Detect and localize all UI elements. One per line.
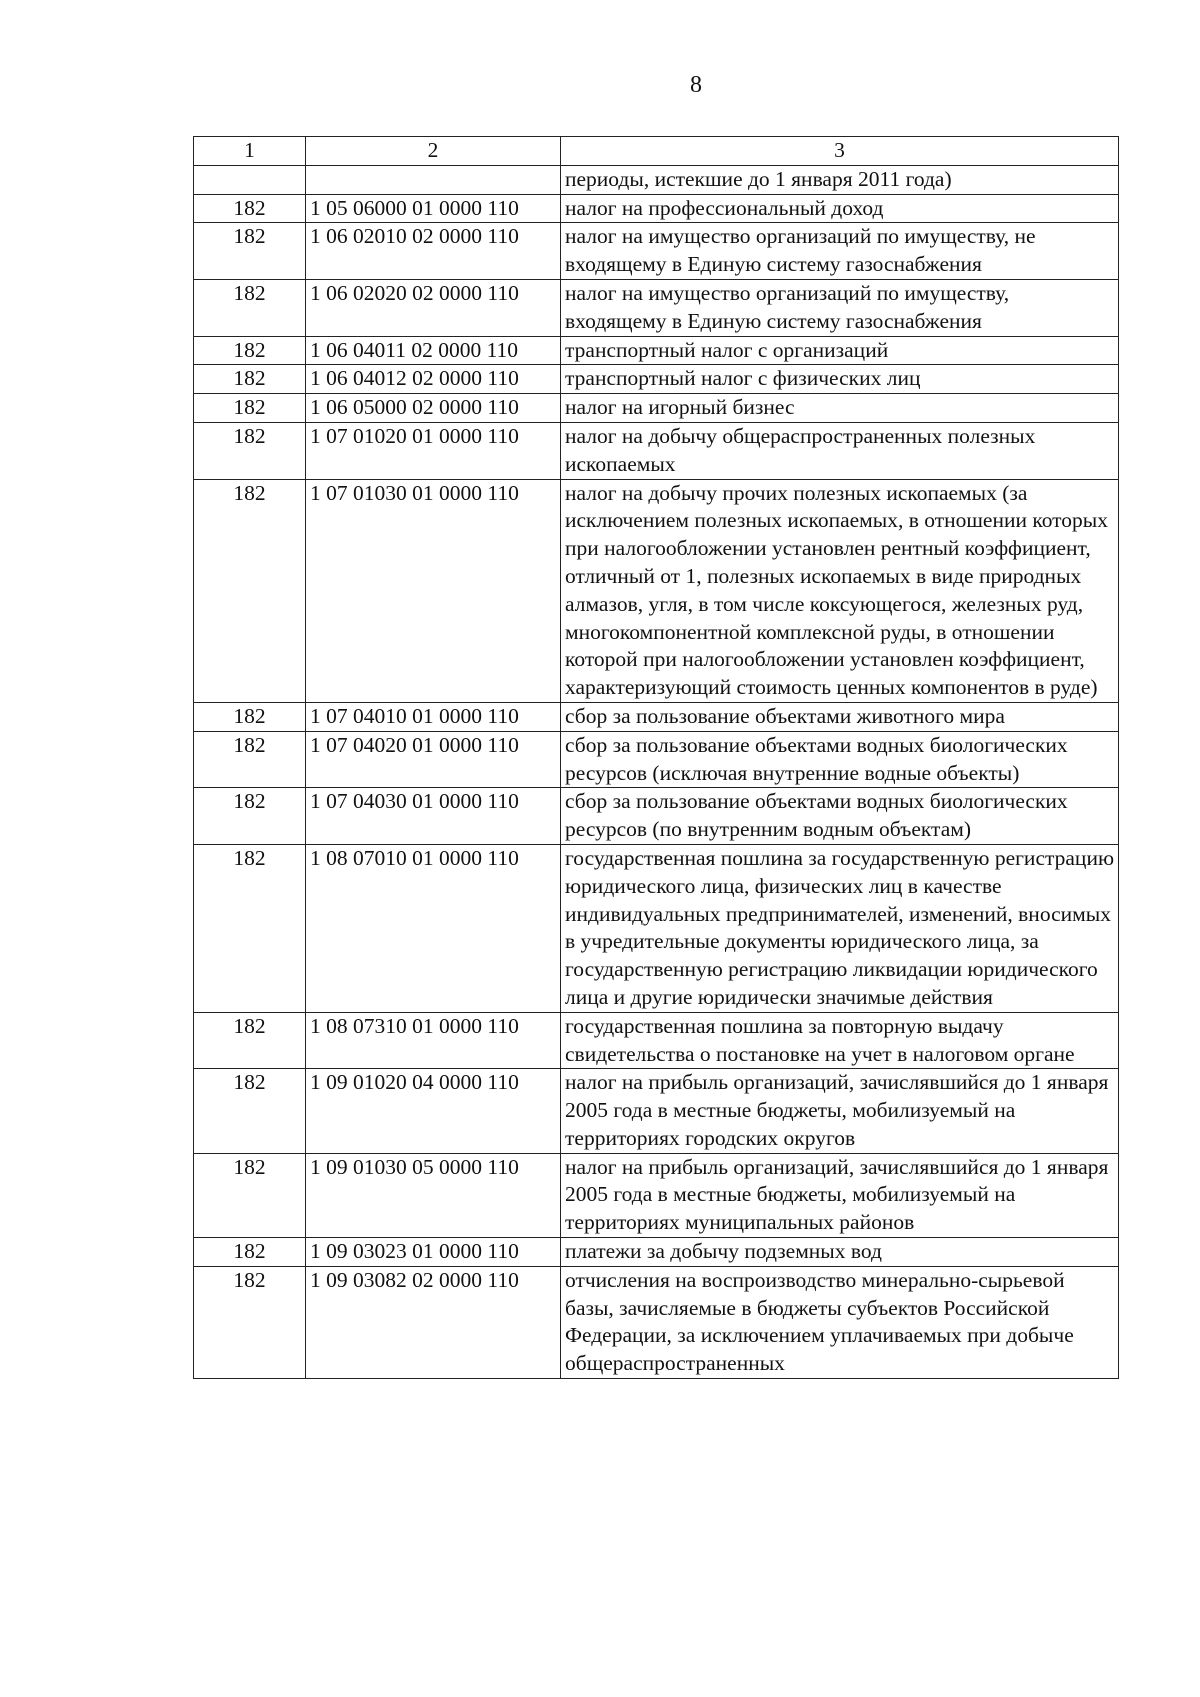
- table-row: [194, 1238, 1119, 1267]
- budget-code-cell: 1 09 03082 02 0000 110: [306, 1266, 561, 1378]
- description-cell: государственная пошлина за повторную выдачу свидетельства о постановке на учет в налоговом органе: [561, 1012, 1119, 1069]
- table-row: [194, 194, 1119, 223]
- table-row: [194, 1069, 1119, 1153]
- description-cell: платежи за добычу подземных вод: [561, 1238, 1119, 1267]
- admin-code-cell: 182: [194, 194, 306, 223]
- admin-code-cell: 182: [194, 479, 306, 702]
- budget-code-cell: 1 07 04030 01 0000 110: [306, 788, 561, 845]
- admin-code-cell: 182: [194, 702, 306, 731]
- admin-code-cell: 182: [194, 788, 306, 845]
- table-row: [194, 336, 1119, 365]
- table-row: [194, 702, 1119, 731]
- description-cell: транспортный налог с организаций: [561, 336, 1119, 365]
- page-number: 8: [690, 72, 702, 98]
- description-cell: налог на добычу прочих полезных ископаемых (за исключением полезных ископаемых, в отношении которых при налогообложении установлен рентный коэффициент, отличный от 1, полезных ископаемых в виде природных алмазов, угля, в том числе коксующегося, железных руд, многокомпонентной комплексной руды, в отношении которой при налогообложении установлен коэффициент, характеризующий стоимость ценных компонентов в руде): [561, 479, 1119, 702]
- description-cell: государственная пошлина за государственную регистрацию юридического лица, физических лиц в качестве индивидуальных предпринимателей, изменений, вносимых в учредительные документы юридического лица, за государственную регистрацию ликвидации юридического лица и другие юридически значимые действия: [561, 844, 1119, 1012]
- budget-code-cell: 1 05 06000 01 0000 110: [306, 194, 561, 223]
- admin-code-cell: 182: [194, 1266, 306, 1378]
- description-cell: налог на прибыль организаций, зачислявшийся до 1 января 2005 года в местные бюджеты, мобилизуемый на территориях городских округов: [561, 1069, 1119, 1153]
- admin-code-cell: 182: [194, 844, 306, 1012]
- description-cell: периоды, истекшие до 1 января 2011 года): [561, 165, 1119, 194]
- budget-code-cell: 1 06 04012 02 0000 110: [306, 365, 561, 394]
- description-cell: налог на добычу общераспространенных полезных ископаемых: [561, 422, 1119, 479]
- budget-code-cell: 1 09 03023 01 0000 110: [306, 1238, 561, 1267]
- budget-code-cell: 1 09 01030 05 0000 110: [306, 1153, 561, 1237]
- admin-code-cell: 182: [194, 731, 306, 788]
- admin-code-cell: 182: [194, 1069, 306, 1153]
- table-row: [194, 422, 1119, 479]
- budget-code-cell: [306, 165, 561, 194]
- budget-code-cell: 1 09 01020 04 0000 110: [306, 1069, 561, 1153]
- description-cell: транспортный налог с физических лиц: [561, 365, 1119, 394]
- admin-code-cell: 182: [194, 223, 306, 280]
- budget-code-cell: 1 08 07010 01 0000 110: [306, 844, 561, 1012]
- description-cell: налог на имущество организаций по имуществу, входящему в Единую систему газоснабжения: [561, 279, 1119, 336]
- table-row: [194, 394, 1119, 423]
- revenue-codes-table: [193, 136, 1119, 1379]
- admin-code-cell: [194, 165, 306, 194]
- budget-code-cell: 1 07 01020 01 0000 110: [306, 422, 561, 479]
- table-header-row: [194, 137, 1119, 166]
- description-cell: отчисления на воспроизводство минерально-сырьевой базы, зачисляемые в бюджеты субъектов Российской Федерации, за исключением уплачиваемых при добыче общераспространенных: [561, 1266, 1119, 1378]
- table-row: [194, 788, 1119, 845]
- table-row: [194, 365, 1119, 394]
- description-cell: налог на прибыль организаций, зачислявшийся до 1 января 2005 года в местные бюджеты, мобилизуемый на территориях муниципальных районов: [561, 1153, 1119, 1237]
- table-row: [194, 844, 1119, 1012]
- admin-code-cell: 182: [194, 365, 306, 394]
- description-cell: сбор за пользование объектами водных биологических ресурсов (исключая внутренние водные объекты): [561, 731, 1119, 788]
- admin-code-cell: 182: [194, 336, 306, 365]
- table-row: [194, 279, 1119, 336]
- admin-code-cell: 182: [194, 422, 306, 479]
- admin-code-cell: 182: [194, 1153, 306, 1237]
- budget-code-cell: 1 06 02020 02 0000 110: [306, 279, 561, 336]
- budget-code-cell: 1 06 04011 02 0000 110: [306, 336, 561, 365]
- description-cell: налог на игорный бизнес: [561, 394, 1119, 423]
- budget-code-cell: 1 07 04020 01 0000 110: [306, 731, 561, 788]
- table-row: [194, 479, 1119, 702]
- table-row: [194, 1153, 1119, 1237]
- budget-code-cell: 1 06 05000 02 0000 110: [306, 394, 561, 423]
- table-row: [194, 165, 1119, 194]
- table-body: [194, 165, 1119, 1378]
- table-row: [194, 223, 1119, 280]
- description-cell: сбор за пользование объектами водных биологических ресурсов (по внутренним водным объектам): [561, 788, 1119, 845]
- admin-code-cell: 182: [194, 1012, 306, 1069]
- budget-code-cell: 1 07 01030 01 0000 110: [306, 479, 561, 702]
- table-row: [194, 1266, 1119, 1378]
- admin-code-cell: 182: [194, 279, 306, 336]
- description-cell: налог на имущество организаций по имуществу, не входящему в Единую систему газоснабжения: [561, 223, 1119, 280]
- table-row: [194, 731, 1119, 788]
- budget-code-cell: 1 07 04010 01 0000 110: [306, 702, 561, 731]
- budget-code-cell: 1 08 07310 01 0000 110: [306, 1012, 561, 1069]
- budget-code-cell: 1 06 02010 02 0000 110: [306, 223, 561, 280]
- column-header-1: 1: [194, 137, 306, 166]
- admin-code-cell: 182: [194, 1238, 306, 1267]
- column-header-2: 2: [306, 137, 561, 166]
- description-cell: сбор за пользование объектами животного мира: [561, 702, 1119, 731]
- description-cell: налог на профессиональный доход: [561, 194, 1119, 223]
- column-header-3: 3: [561, 137, 1119, 166]
- admin-code-cell: 182: [194, 394, 306, 423]
- table-row: [194, 1012, 1119, 1069]
